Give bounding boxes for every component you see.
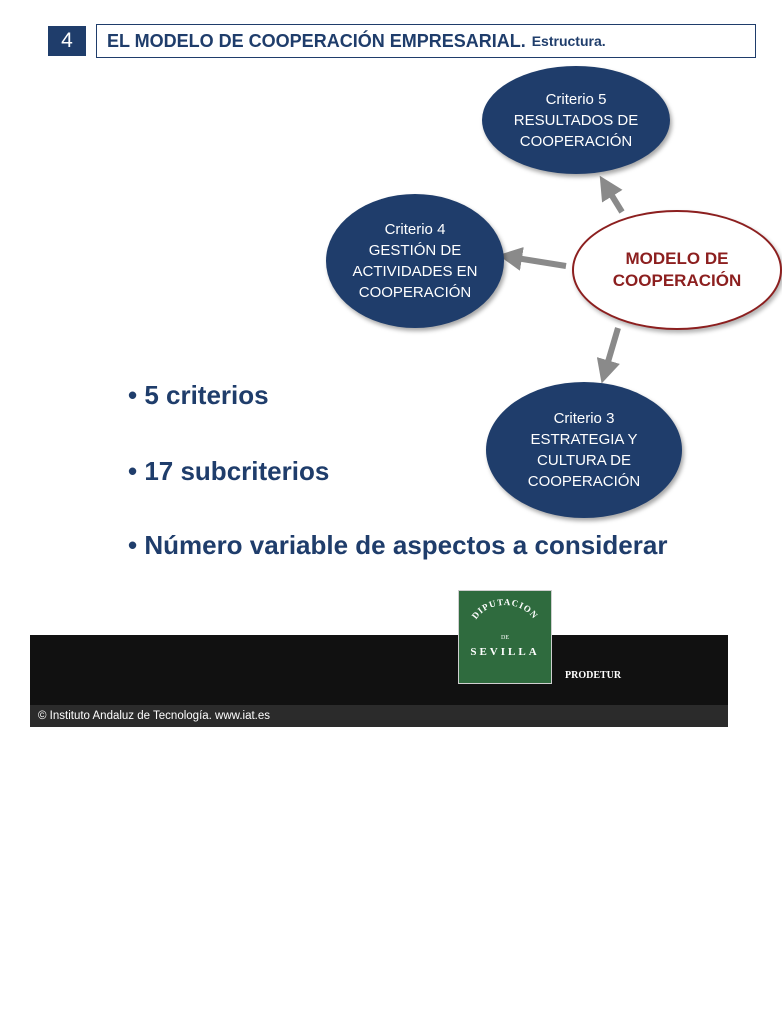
page-subtitle: Estructura.: [531, 33, 606, 49]
footer-bar: [30, 635, 728, 705]
section-number: 4: [48, 26, 86, 56]
criterio-5-line2: RESULTADOS DE: [513, 111, 639, 129]
criterio-3-oval: [486, 382, 682, 518]
criterio-4-oval: [326, 194, 504, 328]
arrow-to-criterio-5: [606, 186, 622, 212]
logo-sevilla-text: SEVILLA: [470, 646, 540, 658]
criterio-3-line3: CULTURA DE: [537, 452, 631, 469]
arrow-to-criterio-4: [510, 257, 566, 266]
criterio-5-oval: [482, 66, 670, 174]
logo-emblem: [459, 591, 551, 683]
page-title: EL MODELO DE COOPERACIÓN EMPRESARIAL.: [107, 30, 526, 51]
svg-text:DIPUTACION: [470, 597, 541, 621]
criterio-3-line2: ESTRATEGIA Y: [530, 431, 638, 448]
footer-copyright: © Instituto Andaluz de Tecnología. www.iat.es: [30, 705, 728, 727]
criterio-4-line3: ACTIVIDADES EN: [352, 263, 478, 280]
bullet-criterios: • 5 criterios: [128, 380, 269, 410]
center-line2: COOPERACIÓN: [612, 271, 742, 290]
modelo-cooperacion-oval: [572, 210, 782, 330]
criterio-5-line3: COOPERACIÓN: [519, 132, 633, 150]
criterio-3-line4: COOPERACIÓN: [527, 473, 641, 490]
logo-arc-text: DIPUTACION: [469, 596, 541, 621]
prodetur-logo: PRODETUR: [565, 670, 622, 681]
diputacion-sevilla-logo: [458, 590, 552, 684]
bullet-subcriterios: • 17 subcriterios: [128, 456, 330, 486]
bullet-aspectos: • Número variable de aspectos a considerar: [128, 530, 668, 560]
center-line1: MODELO DE: [625, 249, 729, 268]
arrow-to-criterio-3: [605, 328, 618, 372]
criterio-3-line1: Criterio 3: [553, 410, 615, 427]
criterio-4-line2: GESTIÓN DE: [368, 242, 462, 259]
criterio-4-line1: Criterio 4: [384, 221, 446, 238]
criterio-4-line4: COOPERACIÓN: [358, 284, 472, 301]
criterio-5-line1: Criterio 5: [545, 90, 607, 108]
logo-de-text: DE: [501, 635, 509, 641]
